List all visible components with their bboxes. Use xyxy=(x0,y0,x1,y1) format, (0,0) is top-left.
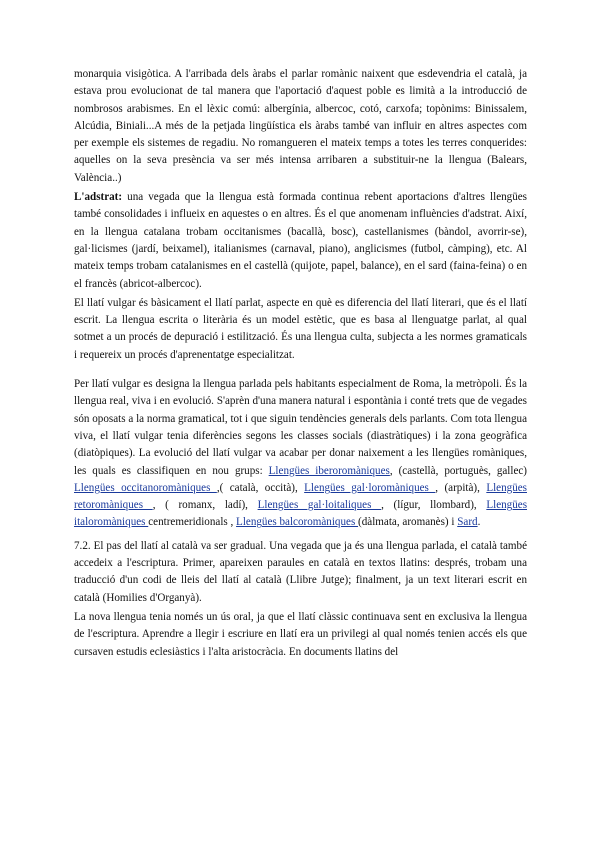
retoromaniques-detail: , ( romanx, ladí), xyxy=(152,499,258,512)
link-italoromaniques[interactable]: Llengües italoromàniques xyxy=(74,499,528,529)
link-iberoromaniques[interactable]: Llengües iberoromàniques xyxy=(268,464,390,477)
paragraph-llengues-romaniques xyxy=(74,376,527,532)
link-balcoromaniques[interactable]: Llengües balcoromàniques xyxy=(236,516,359,529)
balcoromaniques-detail: (dàlmata, aromanès) i xyxy=(358,516,458,529)
occitanoromaniques-detail: ,( català, occità), xyxy=(216,481,305,494)
paragraph-nova-llengua: La nova llengua tenia només un ús oral, ja que el llatí clàssic continuava sent en exclusiva la llengua de l'escriptura. Aprendre a llegir i escriure en llatí era un privilegi al qual només tenien accés els que cursaven estudis eclesiàstics i l'alta aristocràcia. En documents llatins del xyxy=(74,610,527,658)
iberoromaniques-detail: , (castellà, portuguès, gallec) xyxy=(389,464,527,477)
paragraph-llati-vulgar: El llatí vulgar és bàsicament el llatí parlat, aspecte en què es diferencia del llatí literari, que és el llatí escrit. La llengua escrita o literària és un model estètic, que es basa al llenguatge parlat, al qual sotmet a un procés de depuració i estilització. És una llengua culta, subjecta a les normes gramaticals i requereix un procés d'aprenentatge especialitzat. xyxy=(74,296,527,361)
galloitaliques-detail: , (lígur, llombard), xyxy=(381,499,487,512)
paragraph-adstrat xyxy=(74,189,527,293)
link-retoromaniques[interactable]: Llengües retoromàniques xyxy=(74,481,527,512)
galloromaniques-detail: , (arpità), xyxy=(435,481,487,494)
link-sard[interactable]: Sard xyxy=(457,516,478,529)
link-galloromaniques[interactable]: Llengües gal·loromàniques xyxy=(304,481,436,494)
italoromaniques-detail: centremeridionals , xyxy=(148,516,237,529)
sard-detail: . xyxy=(477,516,481,529)
link-galloitaliques[interactable]: Llengües gal·loitaliques xyxy=(257,499,382,512)
link-occitanoromaniques[interactable]: Llengües occitanoromàniques xyxy=(74,481,217,494)
romaniques-intro: Per llatí vulgar es designa la llengua parlada pels habitants especialment de Roma, la metròpoli. És la llengua real, viva i en evolució. S'aprèn d'una manera natural i espontània i conté trets que de vegades són oposats a la norma gramatical, tot i que siguin tendències generals dels parlants. Com tota llengua viva, el llatí vulgar tenia diferències segons les classes socials (diastràtiques) i la zona geogràfica (diatòpiques). La evolució del llatí vulgar va acabar per donar naixement a les llengües romàniques, les quals es classifiquen en nou grups: xyxy=(74,378,527,477)
document-page xyxy=(74,66,527,661)
adstrat-text: una vegada que la llengua està formada continua rebent aportacions d'altres llengües també consolidades i influeix en aquestes o en altres. És el que anomenam influències d'adstrat. Així, en la llengua catalana trobam occitanismes (bacallà, bosc), castellanismes (bàndol, avorrir-se), gal·licismes (jardí, beixamel), italianismes (carnaval, piano), anglicismes (futbol, càmping), etc. Al mateix temps trobam catalanismes en el castellà (quijote, papel, balance), en el sard (faina-feina) o en el francès (abricot-albercoc). xyxy=(74,191,527,290)
paragraph-pas-llati-catala: 7.2. El pas del llatí al català va ser gradual. Una vegada que ja és una llengua parlada, el català també accedeix a l'escriptura. Primer, apareixen paraules en català en textos llatins: després, trobam una traducció d'un codi de lleis del llatí al català (Llibre Jutge); finalment, ja un text literari escrit en català (Homilies d'Organyà). xyxy=(74,539,527,604)
paragraph-arabs: monarquia visigòtica. A l'arribada dels àrabs el parlar romànic naixent que esdevendria el català, ja estava prou evolucionat de tal manera que l'aportació d'aquest poble es limità a la introducció de nombrosos arabismes. En el lèxic comú: albergínia, albercoc, cotó, carxofa; topònims: Binissalem, Alcúdia, Biniali...A més de la petjada lingüística els àrabs també van influir en altres aspectes com per exemple els sistemes de regadiu. No romangueren el mateix temps a totes les terres conquerides: aquelles on la seva presència va ser més intensa arribaren a substituir-ne la llengua (Balears, València..) xyxy=(74,68,527,184)
adstrat-term: L'adstrat: xyxy=(74,191,123,204)
